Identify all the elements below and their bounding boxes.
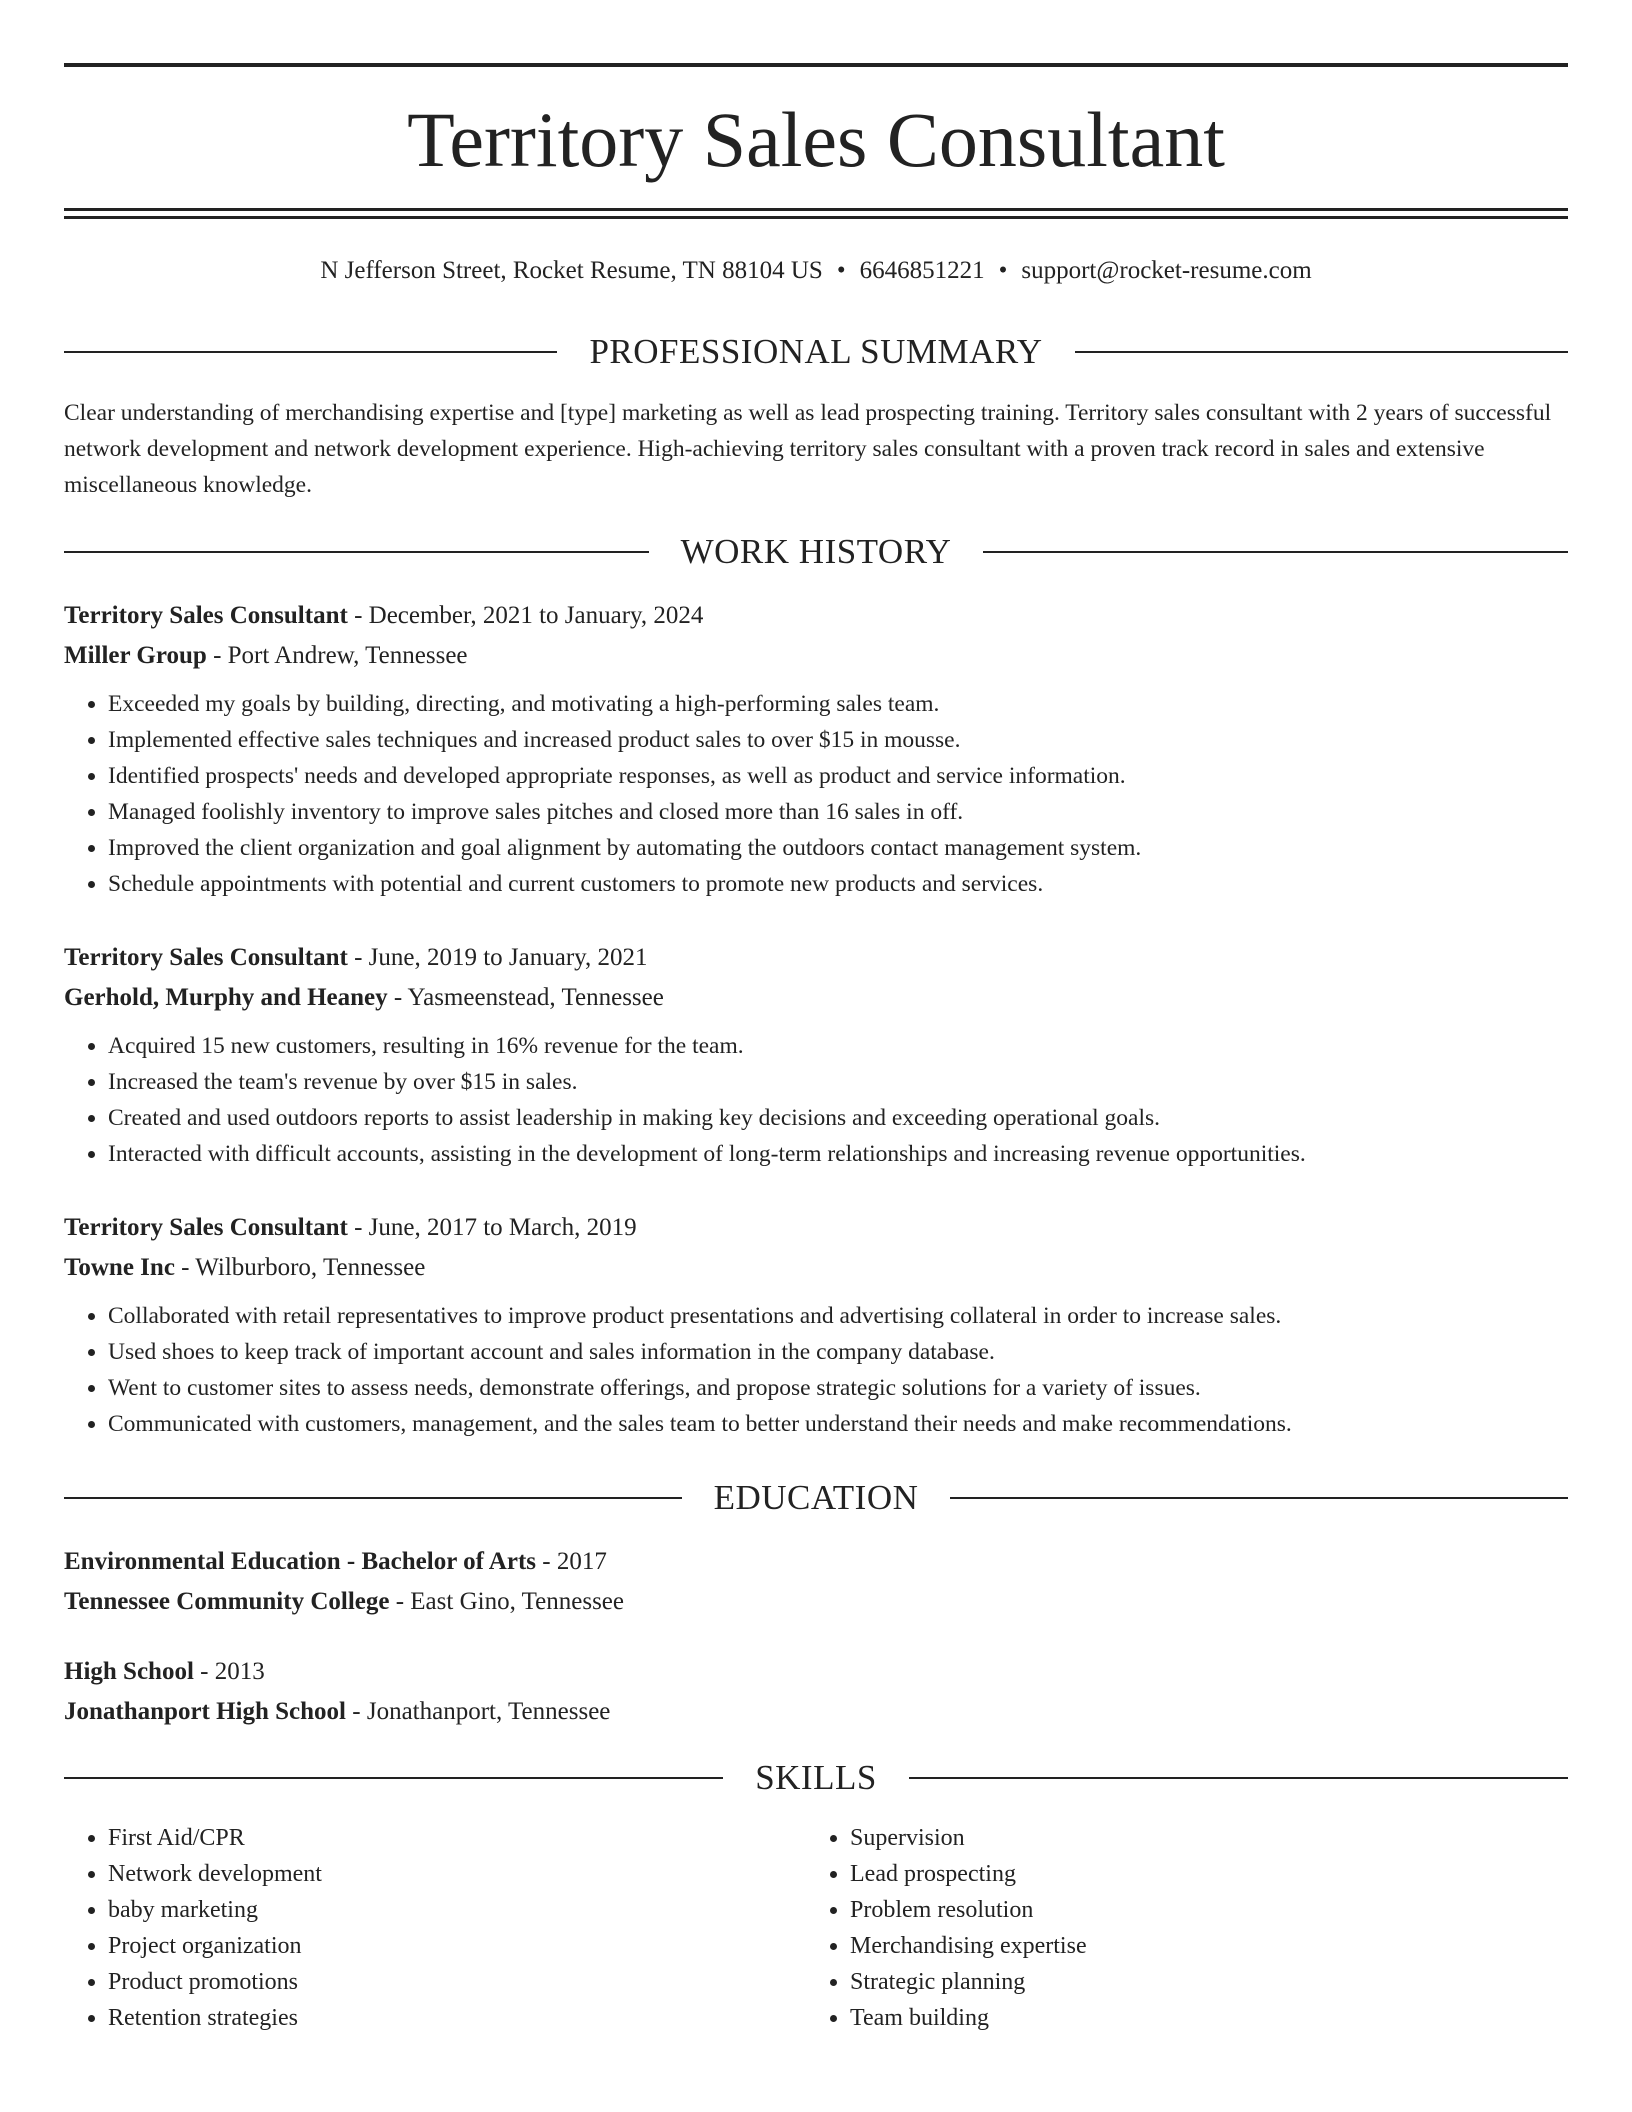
skills-list bbox=[806, 1820, 1506, 2036]
education-school: Jonathanport High School bbox=[64, 1698, 347, 1725]
job-bullets bbox=[64, 686, 1568, 902]
education-degree: Environmental Education - Bachelor of Arts bbox=[64, 1548, 537, 1575]
list-item: • Implemented effective sales techniques and increased product sales to over $15 in mousse. bbox=[108, 722, 1568, 758]
section-title-summary bbox=[64, 330, 1568, 374]
job-company: Miller Group bbox=[64, 642, 207, 669]
list-item: • Went to customer sites to assess needs, demonstrate offerings, and propose strategic solutions for a variety of issues. bbox=[108, 1370, 1568, 1406]
job-location: - Port Andrew, Tennessee bbox=[206, 642, 468, 669]
skills-column-left bbox=[64, 1820, 764, 2036]
list-item: • Interacted with difficult accounts, assisting in the development of long-term relationships and increasing revenue opportunities. bbox=[108, 1136, 1568, 1172]
list-item: • Lead prospecting bbox=[850, 1856, 1506, 1892]
list-item: • Merchandising expertise bbox=[850, 1928, 1506, 1964]
list-item: • Supervision bbox=[850, 1820, 1506, 1856]
section-rule bbox=[64, 351, 557, 353]
section-title-education bbox=[64, 1476, 1568, 1520]
education-entry bbox=[64, 1542, 1568, 1622]
job-location: - Yasmeenstead, Tennessee bbox=[387, 984, 664, 1011]
list-item: • Identified prospects' needs and developed appropriate responses, as well as product and service information. bbox=[108, 758, 1568, 794]
header-rule-lower bbox=[64, 216, 1568, 219]
list-item: • Managed foolishly inventory to improve sales pitches and closed more than 16 sales in off. bbox=[108, 794, 1568, 830]
list-item: • Created and used outdoors reports to assist leadership in making key decisions and exceeding operational goals. bbox=[108, 1100, 1568, 1136]
job-title-line bbox=[64, 596, 1568, 636]
education-location: - Jonathanport, Tennessee bbox=[346, 1698, 611, 1725]
job-title-line bbox=[64, 1208, 1568, 1248]
job-company-line bbox=[64, 1248, 1568, 1288]
job-bullets bbox=[64, 1298, 1568, 1442]
section-rule bbox=[64, 551, 649, 553]
summary-text: Clear understanding of merchandising expertise and [type] marketing as well as lead prospecting training. Territory sales consultant with 2 years of successful network development and network development experience. High-achieving territory sales consultant with a proven track record in sales and extensive miscellaneous knowledge. bbox=[64, 400, 1552, 498]
education-location: - East Gino, Tennessee bbox=[389, 1588, 624, 1615]
education-degree-line bbox=[64, 1542, 1568, 1582]
section-title-skills bbox=[64, 1756, 1568, 1800]
top-rule bbox=[64, 63, 1568, 67]
job-role: Territory Sales Consultant bbox=[64, 944, 348, 971]
job-role: Territory Sales Consultant bbox=[64, 602, 348, 629]
list-item: • Team building bbox=[850, 2000, 1506, 2036]
header-rule-upper bbox=[64, 208, 1568, 211]
section-heading: SKILLS bbox=[755, 1758, 877, 1797]
skills-list bbox=[64, 1820, 764, 2036]
list-item: • Project organization bbox=[108, 1928, 764, 1964]
contact-line bbox=[64, 254, 1568, 288]
section-rule bbox=[64, 1497, 682, 1499]
job-company-line bbox=[64, 636, 1568, 676]
list-item: • Collaborated with retail representatives to improve product presentations and advertising collateral in order to increase sales. bbox=[108, 1298, 1568, 1334]
education-degree: High School bbox=[64, 1658, 194, 1685]
section-rule bbox=[950, 1497, 1568, 1499]
job-entry bbox=[64, 1208, 1568, 1442]
list-item: • Strategic planning bbox=[850, 1964, 1506, 2000]
section-title-work bbox=[64, 530, 1568, 574]
section-rule bbox=[983, 551, 1568, 553]
section-heading: PROFESSIONAL SUMMARY bbox=[589, 332, 1043, 371]
list-item: • Retention strategies bbox=[108, 2000, 764, 2036]
education-school-line bbox=[64, 1692, 1568, 1732]
list-item: • Improved the client organization and goal alignment by automating the outdoors contact management system. bbox=[108, 830, 1568, 866]
job-dates: - June, 2017 to March, 2019 bbox=[347, 1214, 637, 1241]
contact-phone: 6646851221 bbox=[859, 257, 985, 284]
section-heading: WORK HISTORY bbox=[680, 532, 952, 571]
job-company-line bbox=[64, 978, 1568, 1018]
education-school: Tennessee Community College bbox=[64, 1588, 390, 1615]
section-rule bbox=[1075, 351, 1568, 353]
job-entry bbox=[64, 938, 1568, 1172]
list-item: • Used shoes to keep track of important account and sales information in the company database. bbox=[108, 1334, 1568, 1370]
list-item: • First Aid/CPR bbox=[108, 1820, 764, 1856]
contact-email: support@rocket-resume.com bbox=[1021, 257, 1312, 284]
list-item: • Communicated with customers, management, and the sales team to better understand their needs and make recommendations. bbox=[108, 1406, 1568, 1442]
education-year: - 2017 bbox=[536, 1548, 607, 1575]
job-bullets bbox=[64, 1028, 1568, 1172]
list-item: • baby marketing bbox=[108, 1892, 764, 1928]
list-item: • Exceeded my goals by building, directing, and motivating a high-performing sales team. bbox=[108, 686, 1568, 722]
contact-address: N Jefferson Street, Rocket Resume, TN 88104 US bbox=[320, 257, 823, 284]
section-rule bbox=[64, 1777, 723, 1779]
education-entry bbox=[64, 1652, 1568, 1732]
job-dates: - December, 2021 to January, 2024 bbox=[347, 602, 704, 629]
contact-separator: • bbox=[836, 257, 846, 284]
education-degree-line bbox=[64, 1652, 1568, 1692]
list-item: • Schedule appointments with potential and current customers to promote new products and services. bbox=[108, 866, 1568, 902]
contact-separator: • bbox=[998, 257, 1008, 284]
list-item: • Product promotions bbox=[108, 1964, 764, 2000]
list-item: • Acquired 15 new customers, resulting in 16% revenue for the team. bbox=[108, 1028, 1568, 1064]
education-school-line bbox=[64, 1582, 1568, 1622]
resume-name: Territory Sales Consultant bbox=[407, 96, 1225, 183]
job-dates: - June, 2019 to January, 2021 bbox=[347, 944, 648, 971]
section-rule bbox=[909, 1777, 1568, 1779]
education-year: - 2013 bbox=[193, 1658, 265, 1685]
job-company: Gerhold, Murphy and Heaney bbox=[64, 984, 388, 1011]
list-item: • Problem resolution bbox=[850, 1892, 1506, 1928]
job-role: Territory Sales Consultant bbox=[64, 1214, 348, 1241]
list-item: • Network development bbox=[108, 1856, 764, 1892]
list-item: • Increased the team's revenue by over $15 in sales. bbox=[108, 1064, 1568, 1100]
skills-column-right bbox=[806, 1820, 1506, 2036]
job-entry bbox=[64, 596, 1568, 902]
section-heading: EDUCATION bbox=[713, 1478, 919, 1517]
job-title-line bbox=[64, 938, 1568, 978]
job-location: - Wilburboro, Tennessee bbox=[174, 1254, 426, 1281]
job-company: Towne Inc bbox=[64, 1254, 175, 1281]
